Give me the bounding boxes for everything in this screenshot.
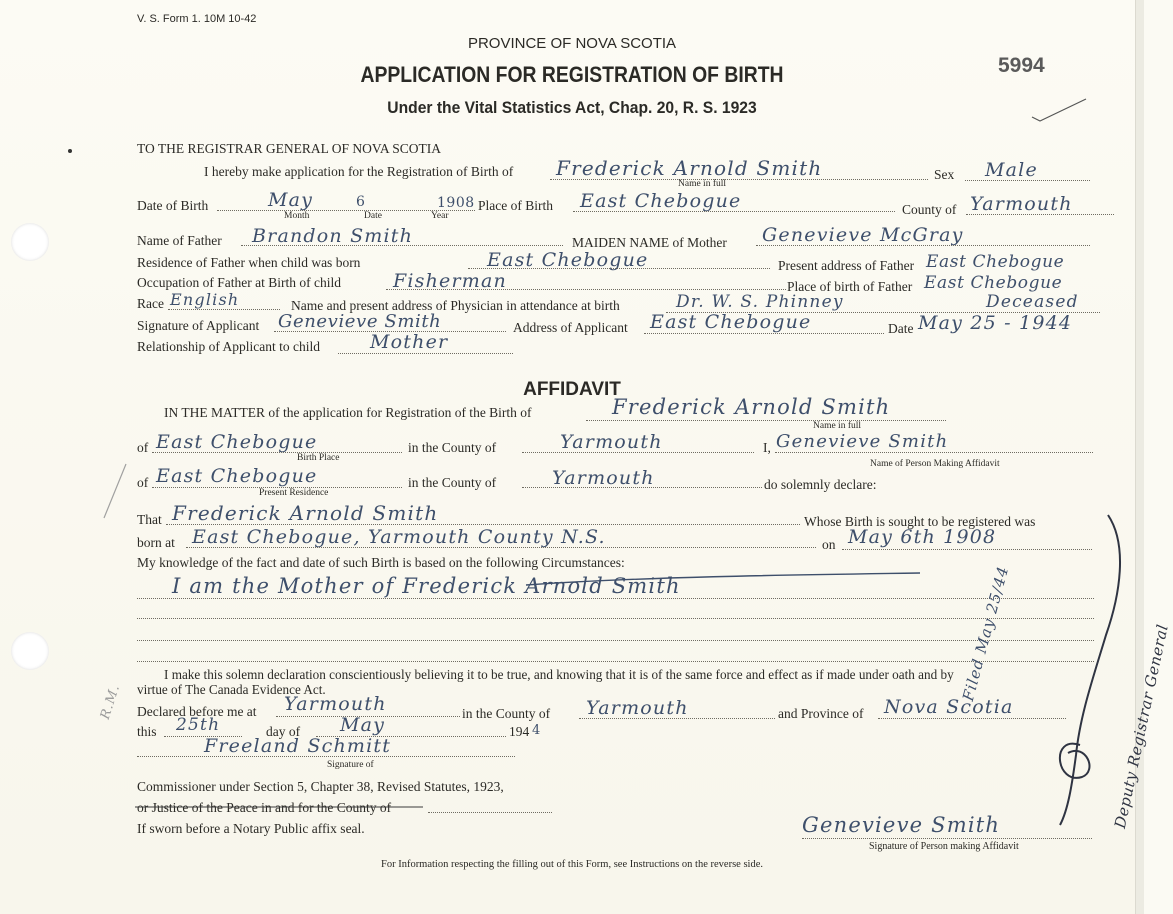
affiant-signature: Genevieve Smith	[802, 813, 1001, 837]
margin-pencil-stroke	[100, 462, 130, 522]
applicant-address-value: East Chebogue	[650, 311, 812, 333]
province-heading: PROVINCE OF NOVA SCOTIA	[467, 35, 677, 52]
form-subtitle: Under the Vital Statistics Act, Chap. 20, R. S. 1923	[387, 98, 757, 117]
day-of-label: day of	[266, 724, 301, 739]
residence-value: East Chebogue	[487, 249, 649, 271]
justice-text: or Justice of the Peace in and for the County of	[137, 800, 392, 815]
dob-day: 6	[356, 194, 367, 210]
affiant-sig-line	[802, 838, 1092, 839]
dob-label: Date of Birth	[137, 198, 209, 213]
declarant-caption: Name of Person Making Affidavit	[870, 459, 1000, 469]
month-caption: Month	[284, 211, 310, 221]
residence-label: Residence of Father when child was born	[137, 255, 361, 270]
justice-strikeout	[135, 804, 425, 810]
birth-place-line	[152, 452, 402, 453]
present-residence-caption: Present Residence	[259, 488, 329, 498]
present-address-label: Present address of Father	[778, 258, 915, 273]
declare-label: do solemnly declare:	[764, 477, 877, 492]
declaration-text: I make this solemn declaration conscientiously believing it to be true, and knowing that it is of the same force and effect as if made under oath and by	[164, 667, 954, 682]
born-on-value: May 6th 1908	[848, 526, 997, 548]
relationship-label: Relationship of Applicant to child	[137, 339, 320, 354]
birth-place: East Chebogue	[156, 431, 318, 453]
born-at-value: East Chebogue, Yarmouth County N.S.	[192, 526, 606, 548]
county-1-line	[522, 452, 754, 453]
year-prefix: 194	[509, 724, 530, 739]
circumstance-line-1	[137, 598, 1094, 599]
sex-value: Male	[985, 159, 1038, 181]
knowledge-label: My knowledge of the fact and date of such Birth is based on the following Circumstances:	[137, 555, 625, 570]
county-label-1: in the County of	[408, 440, 497, 455]
punch-hole-top	[11, 223, 49, 261]
declaration-text-2: virtue of The Canada Evidence Act.	[137, 682, 326, 697]
race-line	[168, 309, 280, 310]
that-label: That	[137, 512, 162, 527]
circumstance-underline	[520, 571, 940, 591]
circumstance-line-3	[137, 640, 1094, 641]
father-line	[241, 245, 563, 246]
county-label: County of	[902, 202, 957, 217]
matter-label: IN THE MATTER of the application for Registration of the Birth of	[164, 405, 532, 420]
race-value: English	[170, 290, 240, 309]
county-3-line	[579, 718, 775, 719]
county-1: Yarmouth	[560, 431, 663, 453]
affiant-caption: Signature of Person making Affidavit	[869, 841, 1019, 852]
intro-label: I hereby make application for the Registration of Birth of	[204, 164, 514, 179]
form-code: V. S. Form 1. 10M 10-42	[137, 13, 257, 25]
this-label: this	[137, 724, 157, 739]
physician-value: Dr. W. S. Phinney	[676, 292, 844, 312]
mother-line	[756, 245, 1090, 246]
child-name-line	[550, 179, 928, 180]
date-caption: Date	[364, 211, 382, 221]
occupation-label: Occupation of Father at Birth of child	[137, 275, 341, 290]
father-label: Name of Father	[137, 233, 222, 248]
punch-hole-bottom	[11, 632, 49, 670]
matter-line	[586, 420, 946, 421]
notary-text: If sworn before a Notary Public affix seal.	[137, 821, 365, 836]
affidavit-heading: AFFIDAVIT	[523, 379, 621, 400]
pob-line	[573, 211, 895, 212]
county-2: Yarmouth	[552, 467, 655, 489]
county-3: Yarmouth	[586, 697, 689, 719]
birth-place-caption: Birth Place	[297, 453, 340, 463]
pencil-note: R.M.	[97, 682, 124, 722]
relationship-value: Mother	[370, 331, 449, 353]
county-2-line	[522, 487, 762, 488]
county-label-2: in the County of	[408, 475, 497, 490]
county-line	[966, 214, 1114, 215]
date-label: Date	[888, 321, 914, 336]
matter-name-caption: Name in full	[813, 421, 862, 431]
dob-year: 1908	[437, 195, 475, 211]
declarant-line	[775, 452, 1093, 453]
county-label-3: in the County of	[462, 706, 551, 721]
month-value: May	[340, 714, 386, 736]
pob-value: East Chebogue	[580, 190, 742, 212]
province-label: and Province of	[778, 706, 864, 721]
to-registrar: TO THE REGISTRAR GENERAL OF NOVA SCOTIA	[137, 141, 442, 156]
application-date: May 25 - 1944	[918, 312, 1073, 334]
occupation-line	[386, 289, 786, 290]
declared-label: Declared before me at	[137, 704, 257, 719]
day-value: 25th	[176, 715, 221, 735]
footer-note: For Information respecting the filling out of this Form, see Instructions on the reverse side.	[380, 859, 763, 870]
signature-label: Signature of Applicant	[137, 318, 260, 333]
county-value: Yarmouth	[970, 193, 1073, 215]
father-birthplace-value: East Chebogue	[924, 273, 1063, 293]
applicant-address-line	[644, 333, 884, 334]
father-birthplace-label: Place of birth of Father	[787, 279, 913, 294]
sex-line	[965, 180, 1090, 181]
dob-month: May	[268, 189, 314, 211]
that-name: Frederick Arnold Smith	[172, 501, 439, 525]
race-label: Race	[137, 296, 164, 311]
check-mark	[1030, 95, 1090, 125]
name-in-full-caption: Name in full	[678, 179, 727, 189]
on-label: on	[822, 537, 836, 552]
mother-label: MAIDEN NAME of Mother	[572, 235, 727, 250]
that-line	[166, 524, 800, 525]
applicant-signature: Genevieve Smith	[278, 311, 442, 332]
present-address-value: East Chebogue	[926, 252, 1065, 272]
registrar-note: Deputy Registrar General	[1110, 622, 1172, 830]
of-label: of	[137, 440, 149, 455]
left-dot	[66, 147, 74, 155]
signature-of-caption: Signature of	[327, 760, 374, 770]
relationship-line	[338, 353, 513, 354]
filed-note: Filed May 25/44	[958, 563, 1013, 703]
father-value: Brandon Smith	[252, 225, 414, 247]
i-label: I,	[763, 440, 771, 455]
occupation-value: Fisherman	[393, 270, 507, 292]
declared-at-value: Yarmouth	[284, 693, 387, 715]
matter-name: Frederick Arnold Smith	[612, 395, 891, 419]
form-title: APPLICATION FOR REGISTRATION OF BIRTH	[360, 62, 784, 87]
residence-line	[468, 268, 770, 269]
of-label-2: of	[137, 475, 149, 490]
circumstance-line-2	[137, 618, 1094, 619]
form-number: 5994	[998, 54, 1045, 77]
physician-status: Deceased	[986, 292, 1079, 312]
province-value: Nova Scotia	[884, 696, 1014, 718]
applicant-address-label: Address of Applicant	[513, 320, 628, 335]
child-name: Frederick Arnold Smith	[556, 156, 823, 180]
commissioner-signature: Freeland Schmitt	[204, 735, 392, 757]
present-residence: East Chebogue	[156, 465, 318, 487]
born-at-line	[186, 547, 816, 548]
born-at-label: born at	[137, 535, 175, 550]
declarant-name: Genevieve Smith	[776, 431, 949, 452]
whose-birth-label: Whose Birth is sought to be registered was	[804, 514, 1036, 529]
physician-label: Name and present address of Physician in attendance at birth	[291, 298, 620, 313]
justice-line	[428, 812, 552, 813]
year-caption: Year	[431, 211, 449, 221]
registrar-flourish	[1010, 505, 1130, 835]
circumstance-line-4	[137, 661, 1094, 662]
commissioner-text: Commissioner under Section 5, Chapter 38, Revised Statutes, 1923,	[137, 779, 504, 794]
sex-label: Sex	[934, 167, 955, 182]
mother-value: Genevieve McGray	[762, 224, 964, 246]
year-digit: 4	[532, 723, 542, 738]
circumstance-text: I am the Mother of Frederick Arnold Smith	[172, 574, 681, 598]
commissioner-sig-line	[137, 756, 515, 757]
pob-label: Place of Birth	[478, 198, 553, 213]
